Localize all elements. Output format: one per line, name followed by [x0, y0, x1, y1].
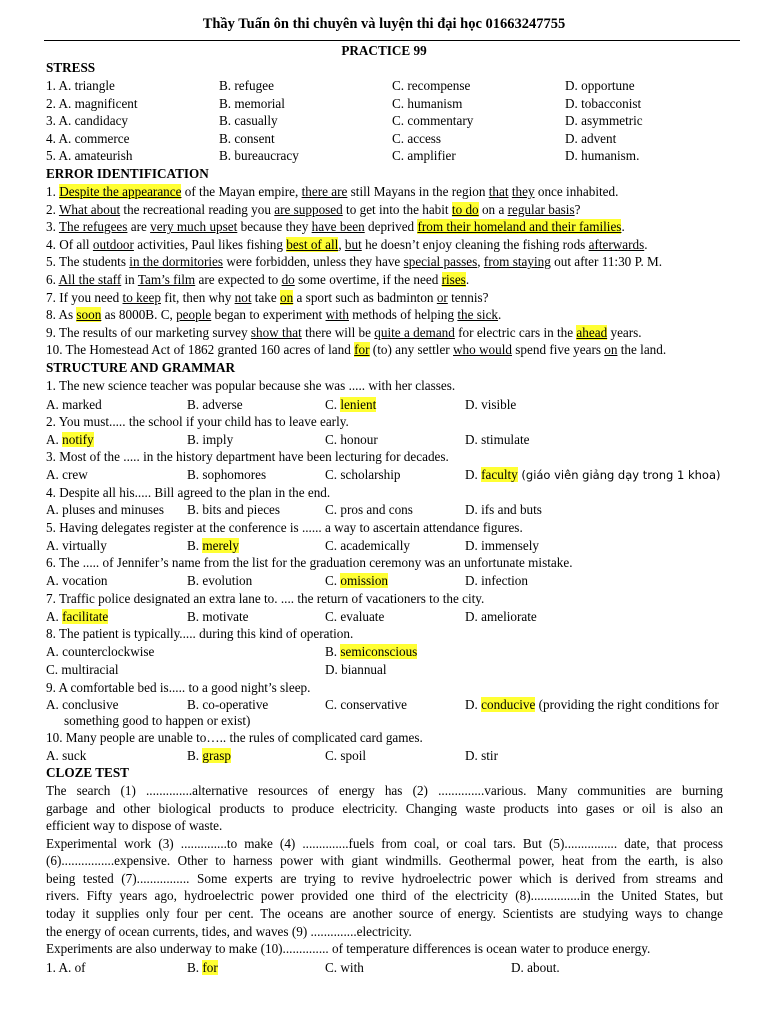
- error-sentence: 10. The Homestead Act of 1862 granted 160 acres of land for (to) any settler who would spend five years on the land.: [46, 342, 667, 358]
- underlined-phrase: rises: [441, 272, 466, 287]
- stress-option: 5. A. amateurish: [46, 148, 133, 164]
- highlight: grasp: [202, 748, 231, 763]
- underlined-phrase: they: [511, 184, 535, 199]
- stress-option: D. advent: [565, 130, 617, 146]
- stress-option: B. refugee: [219, 78, 274, 93]
- underlined-phrase: The refugees: [58, 219, 128, 235]
- stress-option: C. access: [392, 130, 442, 146]
- error-sentence: 5. The students in the dormitories were forbidden, unless they have special passes, from staying out after 11:30 P. M.: [46, 254, 663, 270]
- underlined-phrase: Despite the appearance: [59, 184, 182, 199]
- cloze-line: The search (1) ..............alternative resources of energy has (2) ..............various. Many communities are burning: [46, 783, 723, 798]
- error-heading: ERROR IDENTIFICATION: [46, 166, 209, 181]
- underlined-phrase: regular basis: [507, 201, 575, 217]
- stress-option: 3. A. candidacy: [46, 113, 129, 129]
- highlight: notify: [62, 432, 94, 447]
- underlined-phrase: outdoor: [92, 236, 134, 252]
- question-6: 6. The ..... of Jennifer’s name from the list for the graduation ceremony was an unfortunate mistake.: [46, 555, 573, 570]
- underlined-phrase: very much upset: [150, 219, 238, 235]
- underlined-phrase: on: [280, 289, 294, 305]
- structure-heading: STRUCTURE AND GRAMMAR: [46, 360, 236, 375]
- error-sentence: 3. The refugees are very much upset because they have been deprived from their homeland and their families.: [46, 219, 625, 235]
- underlined-phrase: that: [488, 184, 509, 199]
- highlight: omission: [340, 573, 389, 588]
- underlined-phrase: to keep: [122, 289, 161, 305]
- stress-option: D. asymmetric: [565, 113, 643, 129]
- underlined-phrase: What about: [58, 201, 121, 217]
- underlined-phrase: show that: [250, 324, 302, 340]
- underlined-phrase: the sick: [457, 307, 499, 323]
- question-9: 9. A comfortable bed is..... to a good night’s sleep.: [46, 680, 311, 695]
- cloze-line: the energy of ocean currents, tides, and waves (9) ..............electricity.: [46, 924, 412, 939]
- question-10: 10. Many people are unable to….. the rules of complicated card games.: [46, 730, 423, 745]
- cloze-line: garbage and other biological products to produce electricity. Changing waste products into gases or oil is also an: [46, 801, 723, 816]
- highlight: semiconscious: [340, 644, 418, 659]
- underlined-phrase: have been: [311, 219, 365, 235]
- stress-heading: STRESS: [46, 60, 96, 75]
- question-4: 4. Despite all his..... Bill agreed to the plan in the end.: [46, 485, 331, 500]
- stress-option: C. amplifier: [392, 148, 456, 164]
- stress-option: B. bureaucracy: [219, 148, 299, 164]
- underlined-phrase: not: [234, 289, 252, 305]
- underlined-phrase: people: [176, 307, 212, 323]
- page-header: Thầy Tuấn ôn thi chuyên và luyện thi đại học 01663247755: [202, 16, 566, 32]
- question-7: 7. Traffic police designated an extra lane to. .... the return of vacationers to the city.: [46, 591, 485, 606]
- underlined-phrase: from their homeland and their families: [417, 219, 622, 235]
- stress-option: D. tobacconist: [565, 95, 642, 111]
- underlined-phrase: on: [604, 342, 618, 358]
- highlight: for: [202, 960, 218, 975]
- stress-option: B. memorial: [219, 95, 285, 111]
- error-sentence: 6. All the staff in Tam’s film are expected to do some overtime, if the need rises.: [46, 272, 470, 287]
- highlight: conducive: [481, 697, 536, 712]
- question-8: 8. The patient is typically..... during this kind of operation.: [46, 626, 354, 641]
- underlined-phrase: or: [436, 289, 448, 305]
- underlined-phrase: afterwards: [588, 236, 645, 252]
- stress-option: C. commentary: [392, 113, 474, 129]
- question-1: 1. The new science teacher was popular because she was ..... with her classes.: [46, 378, 456, 393]
- highlight: merely: [202, 538, 240, 553]
- error-sentence: 7. If you need to keep fit, then why not take on a sport such as badminton or tennis?: [46, 289, 489, 305]
- stress-option: B. casually: [219, 113, 278, 129]
- document-page: Thầy Tuấn ôn thi chuyên và luyện thi đại học 01663247755 PRACTICE 99 STRESS 1. A. triangle B. refugee C. recompense D. opportune 2. A. magnificent B. memorial C. humanism D. tobacconist 3. A. candidacy B. casually C. commentary D. asymmetric 4. A. commerce B. consent C. access D. advent 5. A. amateurish B. bureaucracy C. amplifier D. humanism. ERROR IDENTIFICATION 1. Despite the appearance of the Mayan empire, there are still Mayans in the region that they once inhabited. 2. What about the recreational reading you are supposed to get into the habit to do on a regular basis? 3. The refugees are very much upset because they have been deprived from their homeland and their families. 4. Of all outdoor activities, Paul likes fishing best of all, but he doesn’t enjoy cleaning the fishing rods afterwards. 5. The students in the dormitories were forbidden, unless they have special passes, from staying out after 11:30 P. M. 6. All the staff in Tam’s film are expected to do some overtime, if the need rises. 7. If you need to keep fit, then why not take on a sport such as badminton or tennis? 8. As soon as 8000B. C, people began to experiment with methods of helping the sick. 9. The results of our marketing survey show that there will be quite a demand for electric cars in the ahead years. 10. The Homestead Act of 1862 granted 160 acres of land for (to) any settler who would spend five years on the land. STRUCTURE AND GRAMMAR 1. The new science teacher was popular because she was ..... with her classes. A. marked B. adverse C. lenient D. visible 2. You must..... the school if your child has to leave early. A. notify B. imply C. honour D. stimulate 3. Most of the ..... in the history department have been lecturing for decades. A. crew B. sophomores C. scholarship D. faculty (giáo viên giảng dạy trong 1 khoa) 4. Despite all his..... Bill agreed to the plan in the end. A. pluses and minuses B. bits and pieces C. pros and cons D. ifs and buts 5. Having delegates register at the conference is ...... a way to ascertain attendance figures. A. virtually B. merely C. academically D. immensely 6. The ..... of Jennifer’s name from the list for the graduation ceremony was an unfortunate mistake. A. vocation B. evolution C. omission D. infection 7. Traffic police designated an extra lane to. .... the return of vacationers to the city. A. facilitate B. motivate C. evaluate D. ameliorate 8. The patient is typically..... during this kind of operation. A. counterclockwise B. semiconscious C. multiracial D. biannual 9. A comfortable bed is..... to a good night’s sleep. A. conclusive B. co-operative C. conservative D. conducive (providing the right conditions for something good to happen or exist) 10. Many people are unable to….. the rules of complicated card games. A. suck B. grasp C. spoil D. stir CLOZE TEST The search (1) ..............alternative resources of energy has (2) ..............various. Many communities are burning garbage and other biological products to produce electricity. Changing waste products into gases or oil is also an efficient way to dispose of waste. Experimental work (3) ..............to make (4) ..............fuels from coal, or coal tars. But (5)................ date, that process (6)................expensive. Other to harness power with giant windmills. Geothermal power, heat from the earth, is also being tested (7)................ Some experts are trying to revive hydroelectric power which is derived from streams and rivers. Fifty years ago, hydroelectric power provided one third of the electricity (8)...............in the United States, but today it supplies only four per cent. The oceans are another source of energy. Scientists are studying ways to change the energy of ocean currents, tides, and waves (9) ..............electricity. Experiments are also underway to make (10).............. of temperature differences is ocean water to produce energy. 1. A. of B. for C. with D. about.: [0, 0, 768, 1024]
- highlight: faculty: [481, 467, 518, 482]
- underlined-phrase: who would: [453, 342, 512, 358]
- cloze-line: being tested (7)................ Some experts are trying to revive hydroelectric power which is derived from streams and: [46, 871, 723, 886]
- error-sentence: 2. What about the recreational reading you are supposed to get into the habit to do on a regular basis?: [46, 201, 581, 217]
- stress-option: D. humanism.: [565, 148, 640, 164]
- underlined-phrase: do: [281, 272, 295, 287]
- highlight: facilitate: [62, 609, 109, 624]
- underlined-phrase: for: [354, 342, 370, 358]
- underlined-phrase: with: [325, 307, 349, 323]
- underlined-phrase: are supposed: [274, 201, 343, 217]
- underlined-phrase: but: [344, 236, 362, 252]
- cloze-line: Experiments are also underway to make (10).............. of temperature differences is ocean water to produce energy.: [46, 941, 651, 956]
- underlined-phrase: quite a demand: [374, 324, 455, 340]
- underlined-phrase: soon: [76, 307, 102, 323]
- stress-option: 4. A. commerce: [46, 130, 130, 146]
- underlined-phrase: from staying: [483, 254, 551, 270]
- error-sentence: 1. Despite the appearance of the Mayan empire, there are still Mayans in the region that they once inhabited.: [46, 184, 619, 199]
- highlight: lenient: [340, 397, 377, 412]
- cloze-line: today it supplies only four per cent. The oceans are another source of energy. Scientists are studying ways to change: [46, 906, 723, 921]
- underlined-phrase: in the dormitories: [129, 254, 224, 270]
- header-rule: [44, 40, 740, 41]
- practice-title: PRACTICE 99: [341, 43, 427, 58]
- underlined-phrase: best of all: [286, 236, 339, 252]
- stress-option: D. opportune: [565, 78, 635, 93]
- question-5: 5. Having delegates register at the conference is ...... a way to ascertain attendance figures.: [46, 520, 523, 535]
- stress-option: C. humanism: [392, 95, 463, 111]
- error-sentence: 8. As soon as 8000B. C, people began to experiment with methods of helping the sick.: [46, 307, 502, 323]
- error-sentence: 9. The results of our marketing survey show that there will be quite a demand for electric cars in the ahead years.: [46, 324, 642, 340]
- underlined-phrase: All the staff: [58, 272, 122, 287]
- stress-option: C. recompense: [392, 78, 471, 93]
- underlined-phrase: there are: [301, 184, 348, 199]
- stress-option: B. consent: [219, 130, 275, 146]
- error-sentence: 4. Of all outdoor activities, Paul likes fishing best of all, but he doesn’t enjoy cleaning the fishing rods afterwards.: [46, 236, 648, 252]
- cloze-line: rivers. Fifty years ago, hydroelectric power provided one third of the electricity (8)...............in the United States, but: [46, 888, 723, 903]
- underlined-phrase: special passes: [403, 254, 478, 270]
- cloze-heading: CLOZE TEST: [46, 765, 129, 780]
- question-3: 3. Most of the ..... in the history department have been lecturing for decades.: [46, 449, 449, 464]
- cloze-line: efficient way to dispose of waste.: [46, 818, 223, 833]
- stress-option: 2. A. magnificent: [46, 95, 138, 111]
- underlined-phrase: to do: [451, 201, 479, 217]
- stress-option: 1. A. triangle: [46, 78, 115, 93]
- question-2: 2. You must..... the school if your child has to leave early.: [46, 414, 349, 429]
- cloze-line: Experimental work (3) ..............to make (4) ..............fuels from coal, or coal tars. But (5)................ date, that process: [46, 836, 723, 851]
- cloze-line: (6)................expensive. Other to harness power with giant windmills. Geothermal power, heat from the earth, is also: [46, 853, 723, 868]
- underlined-phrase: ahead: [576, 324, 608, 340]
- underlined-phrase: Tam’s film: [137, 272, 196, 287]
